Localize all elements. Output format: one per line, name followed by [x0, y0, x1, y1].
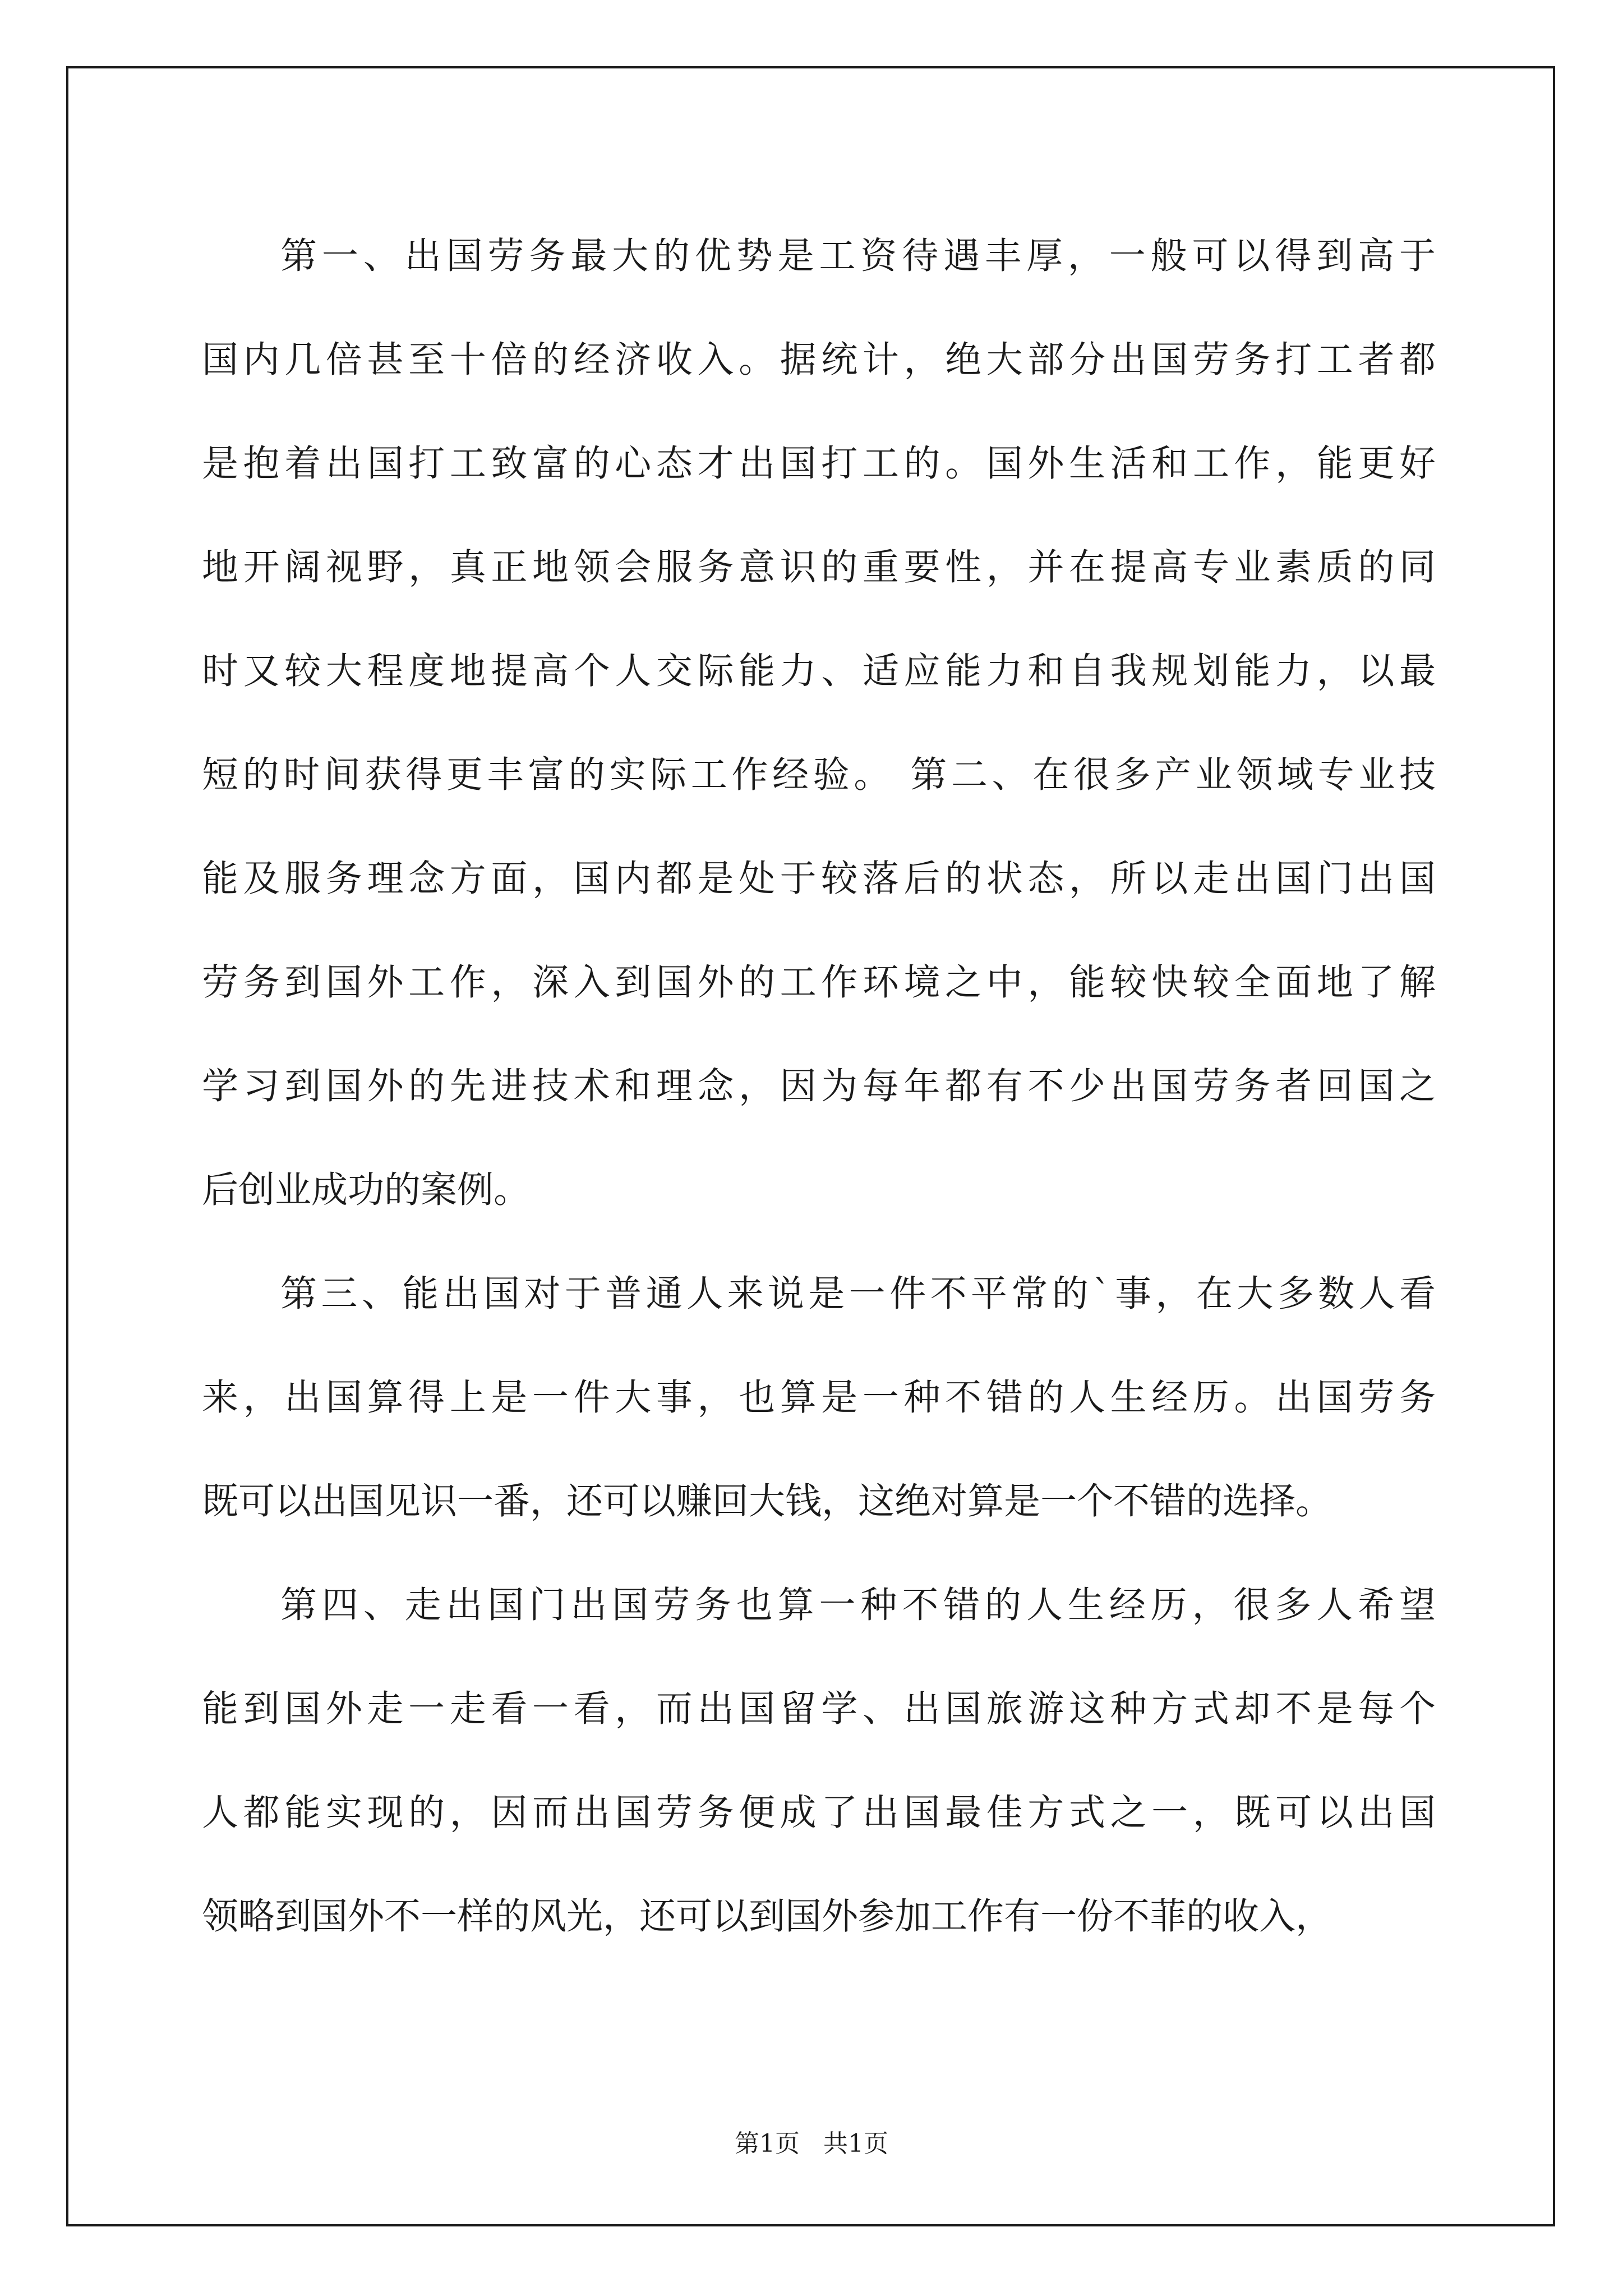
- paragraph-line: 劳务到国外工作，深入到国外的工作环境之中，能较快较全面地了解: [202, 961, 1436, 1004]
- paragraph-line: 能到国外走一走看一看，而出国留学、出国旅游这种方式却不是每个: [202, 1688, 1436, 1730]
- paragraph-line: 第一、出国劳务最大的优势是工资待遇丰厚，一般可以得到高于: [280, 235, 1436, 277]
- paragraph-line: 来，出国算得上是一件大事，也算是一种不错的人生经历。出国劳务: [202, 1377, 1436, 1419]
- paragraph-line: 地开阔视野，真正地领会服务意识的重要性，并在提高专业素质的同: [202, 546, 1436, 588]
- paragraph-line: 人都能实现的，因而出国劳务便成了出国最佳方式之一，既可以出国: [202, 1792, 1436, 1834]
- paragraph-line: 是抱着出国打工致富的心态才出国打工的。国外生活和工作，能更好: [202, 443, 1436, 485]
- paragraph-line: 领略到国外不一样的风光，还可以到国外参加工作有一份不菲的收入，: [202, 1895, 1332, 1938]
- paragraph-line: 后创业成功的案例。: [202, 1169, 531, 1211]
- paragraph-line: 学习到国外的先进技术和理念，因为每年都有不少出国劳务者回国之: [202, 1065, 1436, 1107]
- paragraph-line: 能及服务理念方面，国内都是处于较落后的状态，所以走出国门出国: [202, 858, 1436, 900]
- paragraph-line: 第三、能出国对于普通人来说是一件不平常的`事，在大多数人看: [280, 1273, 1436, 1315]
- document-body: [202, 204, 1436, 1968]
- paragraph-line: 第四、走出国门出国劳务也算一种不错的人生经历，很多人希望: [280, 1584, 1436, 1626]
- paragraph-line: 短的时间获得更丰富的实际工作经验。 第二、在很多产业领域专业技: [202, 754, 1436, 796]
- paragraph-line: 国内几倍甚至十倍的经济收入。据统计，绝大部分出国劳务打工者都: [202, 339, 1436, 381]
- page-number-footer: 第1页 共1页: [735, 2129, 888, 2158]
- paragraph-line: 时又较大程度地提高个人交际能力、适应能力和自我规划能力，以最: [202, 650, 1436, 692]
- paragraph-line: 既可以出国见识一番，还可以赚回大钱，这绝对算是一个不错的选择。: [202, 1480, 1332, 1522]
